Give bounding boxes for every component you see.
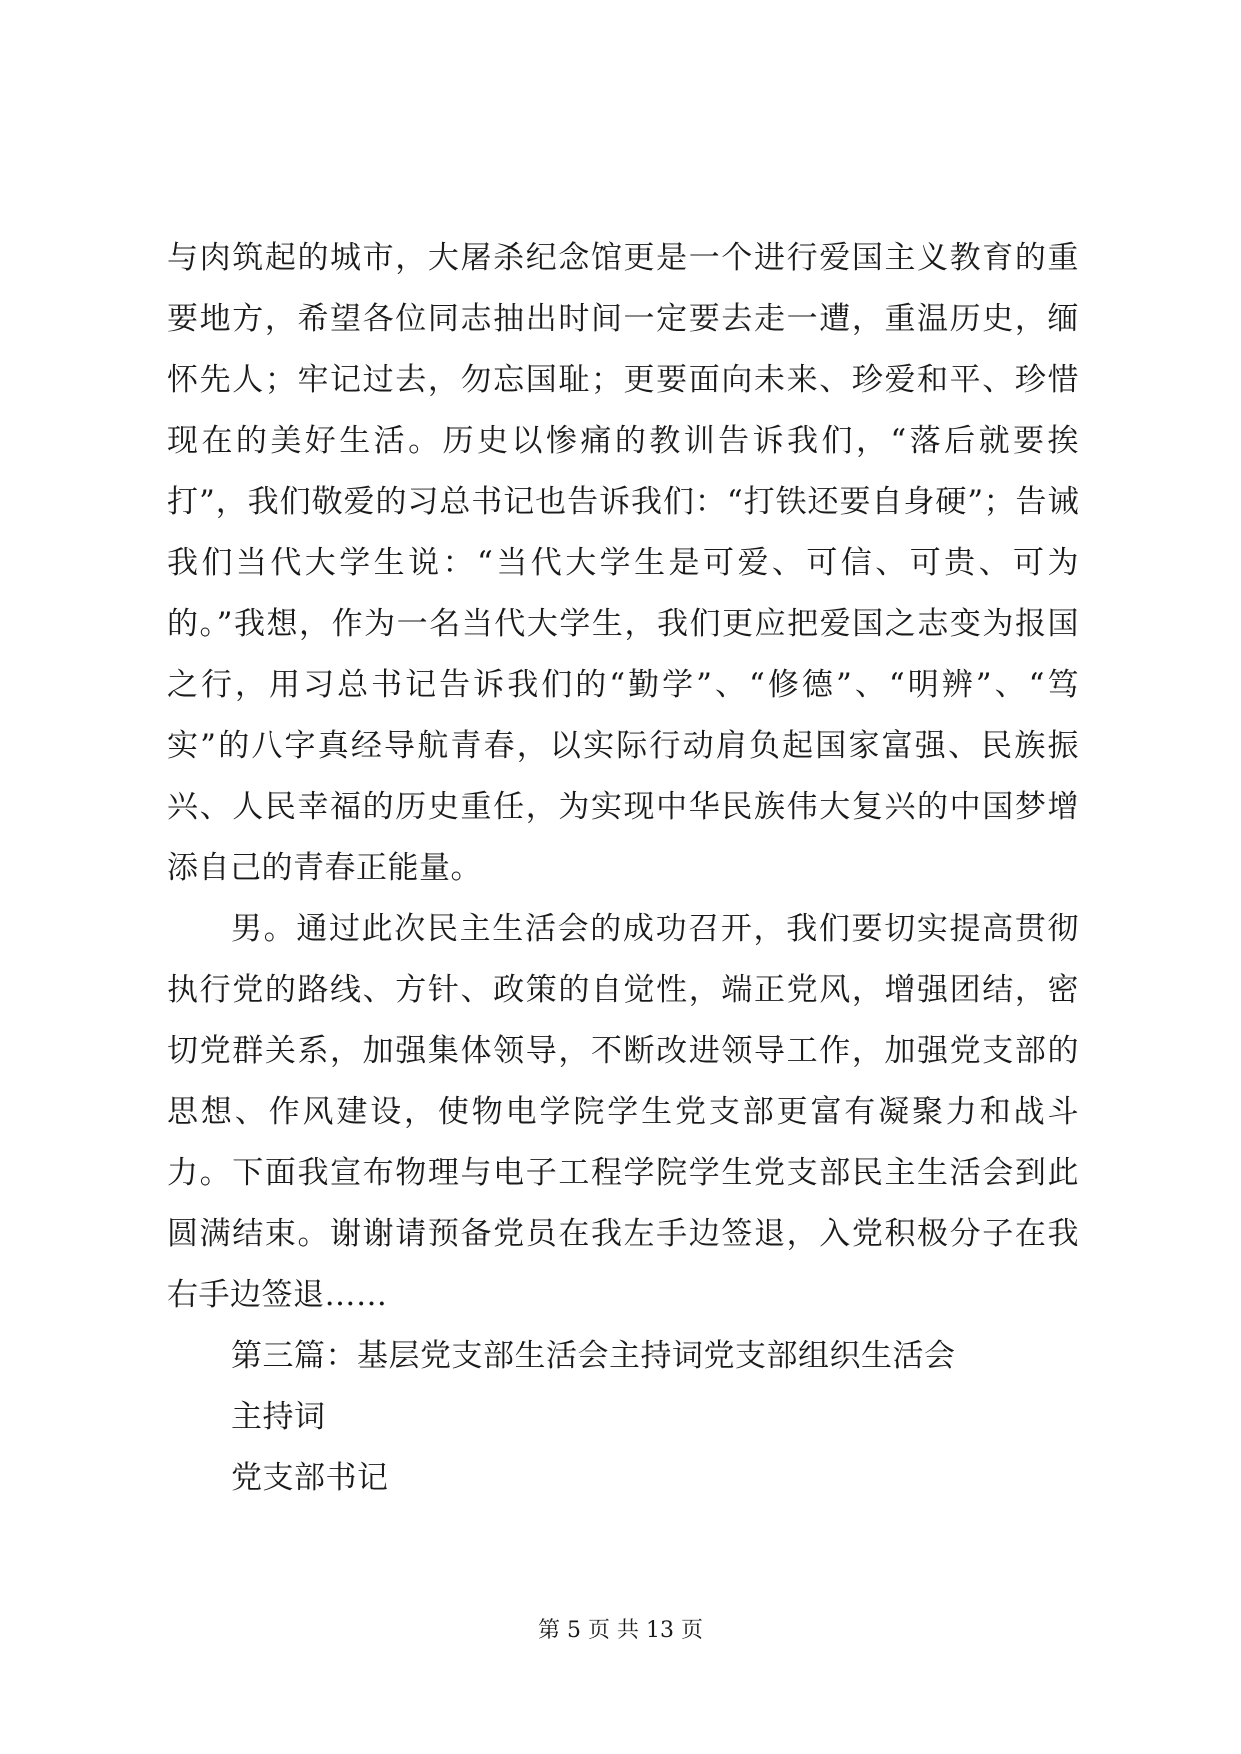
paragraph-closing-remarks: 男。通过此次民主生活会的成功召开，我们要切实提高贯彻执行党的路线、方针、政策的自觉性，端正党风，增强团结，密切党群关系，加强集体领导，不断改进领导工作，加强党支部的思想、作风建设，使物电学院学生党支部更富有凝聚力和战斗力。下面我宣布物理与电子工程学院学生党支部民主生活会到此圆满结束。谢谢请预备党员在我左手边签退，入党积极分子在我右手边签退…… (167, 911, 1079, 1313)
page-number-footer: 第 5 页 共 13 页 (538, 1618, 703, 1643)
document-body (167, 228, 1079, 1509)
section-heading: 第三篇：基层党支部生活会主持词党支部组织生活会 (231, 1338, 956, 1374)
speaker-role: 党支部书记 (231, 1460, 389, 1496)
section-subtitle: 主持词 (231, 1399, 326, 1435)
paragraph-continued: 与肉筑起的城市，大屠杀纪念馆更是一个进行爱国主义教育的重要地方，希望各位同志抽出时间一定要去走一遭，重温历史，缅怀先人；牢记过去，勿忘国耻；更要面向未来、珍爱和平、珍惜现在的美好生活。历史以惨痛的教训告诉我们，“落后就要挨打”，我们敬爱的习总书记也告诉我们：“打铁还要自身硬”；告诫我们当代大学生说：“当代大学生是可爱、可信、可贵、可为的。”我想，作为一名当代大学生，我们更应把爱国之志变为报国之行，用习总书记告诉我们的“勤学”、“修德”、“明辨”、“笃实”的八字真经导航青春，以实际行动肩负起国家富强、民族振兴、人民幸福的历史重任，为实现中华民族伟大复兴的中国梦增添自己的青春正能量。 (167, 240, 1079, 886)
